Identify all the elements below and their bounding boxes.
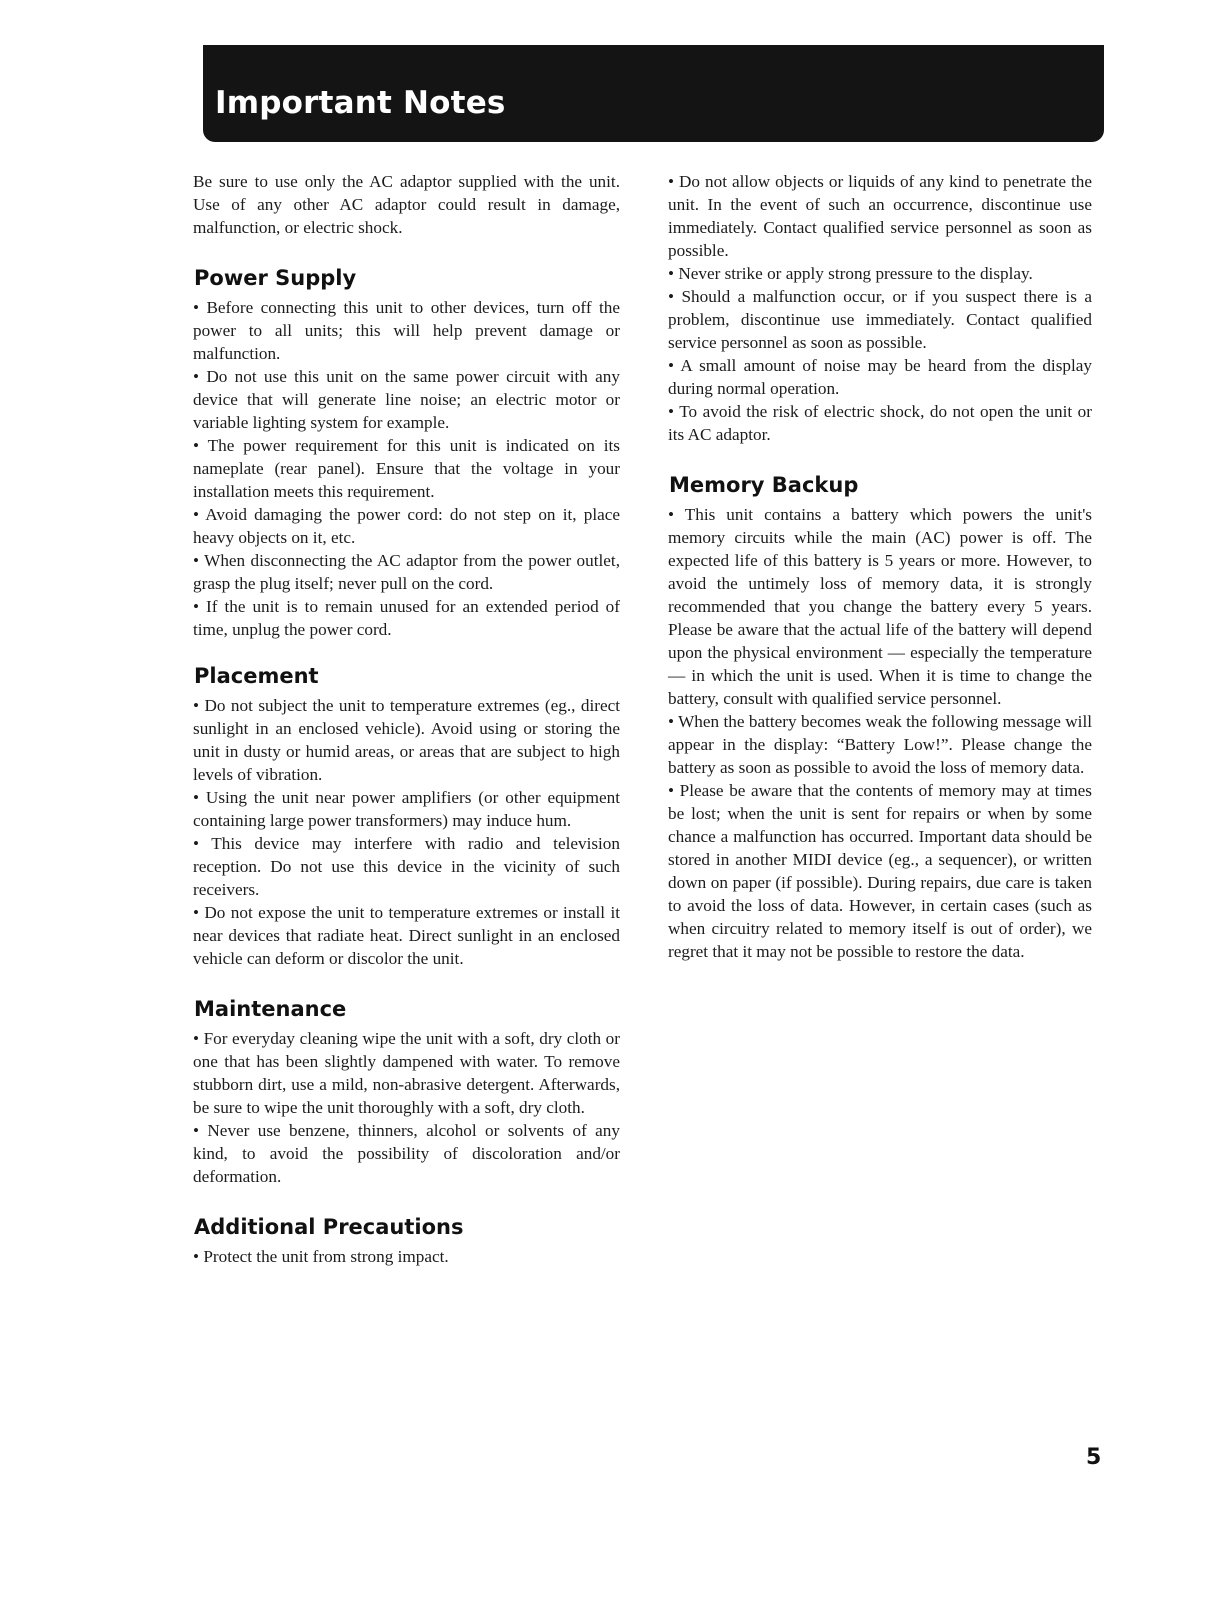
- power-supply-item: • Avoid damaging the power cord: do not step on it, place heavy objects on it, etc.: [193, 505, 620, 547]
- maintenance-item: • For everyday cleaning wipe the unit with a soft, dry cloth or one that has been slightly dampened with water. To remove stubborn dirt, use a mild, non-abrasive detergent. Afterwards, be sure to wipe the unit thoroughly with a soft, dry cloth.: [193, 1029, 620, 1117]
- page-number: 5: [1086, 1445, 1102, 1470]
- power-supply-item: • When disconnecting the AC adaptor from the power outlet, grasp the plug itself; never pull on the cord.: [193, 551, 620, 593]
- placement-item: • Do not expose the unit to temperature extremes or install it near devices that radiate heat. Direct sunlight in an enclosed vehicle can deform or discolor the unit.: [193, 903, 620, 968]
- additional-precautions-heading: Additional Precautions: [194, 1215, 464, 1239]
- maintenance-heading: Maintenance: [194, 997, 347, 1021]
- additional-precautions-item: • Should a malfunction occur, or if you suspect there is a problem, discontinue use immediately. Contact qualified service personnel as soon as possible.: [668, 287, 1092, 352]
- maintenance-item: • Never use benzene, thinners, alcohol or solvents of any kind, to avoid the possibility of discoloration and/or deformation.: [193, 1121, 620, 1186]
- power-supply-heading: Power Supply: [194, 266, 357, 290]
- placement-item: • Using the unit near power amplifiers (or other equipment containing large power transformers) may induce hum.: [193, 788, 620, 830]
- power-supply-item: • Before connecting this unit to other devices, turn off the power to all units; this will help prevent damage or malfunction.: [193, 298, 620, 363]
- memory-backup-item: • This unit contains a battery which powers the unit's memory circuits while the main (AC) power is off. The expected life of this battery is 5 years or more. However, to avoid the untimely loss of memory data, it is strongly recommended that you change the battery every 5 years. Please be aware that the actual life of the battery will depend upon the physical environment — especially the temperature — in which the unit is used. When it is time to change the battery, consult with qualified service personnel.: [668, 505, 1092, 708]
- additional-precautions-item: • Protect the unit from strong impact.: [193, 1247, 449, 1266]
- page-title: Important Notes: [215, 85, 506, 121]
- additional-precautions-item: • To avoid the risk of electric shock, do not open the unit or its AC adaptor.: [668, 402, 1092, 444]
- placement-item: • Do not subject the unit to temperature extremes (eg., direct sunlight in an enclosed vehicle). Avoid using or storing the unit in dusty or humid areas, or areas that are subject to high levels of vibration.: [193, 696, 620, 784]
- power-supply-item: • If the unit is to remain unused for an extended period of time, unplug the power cord.: [193, 597, 620, 639]
- additional-precautions-item: • Do not allow objects or liquids of any kind to penetrate the unit. In the event of such an occurrence, discontinue use immediately. Contact qualified service personnel as soon as possible.: [668, 172, 1092, 260]
- left-column: [193, 170, 620, 1268]
- header-banner: [203, 45, 1104, 142]
- placement-heading: Placement: [194, 664, 319, 688]
- additional-precautions-item: • A small amount of noise may be heard from the display during normal operation.: [668, 356, 1092, 398]
- memory-backup-heading: Memory Backup: [669, 473, 859, 497]
- memory-backup-item: • Please be aware that the contents of memory may at times be lost; when the unit is sent for repairs or when by some chance a malfunction has occurred. Important data should be stored in another MIDI device (eg., a sequencer), or written down on paper (if possible). During repairs, due care is taken to avoid the loss of data. However, in certain cases (such as when circuitry related to memory itself is out of order), we regret that it may not be possible to restore the data.: [668, 781, 1092, 961]
- memory-backup-item: • When the battery becomes weak the following message will appear in the display: “Battery Low!”. Please change the battery as soon as possible to avoid the loss of memory data.: [668, 712, 1092, 777]
- power-supply-item: • Do not use this unit on the same power circuit with any device that will generate line noise; an electric motor or variable lighting system for example.: [193, 367, 620, 432]
- right-column: [668, 170, 1092, 963]
- placement-item: • This device may interfere with radio and television reception. Do not use this device in the vicinity of such receivers.: [193, 834, 620, 899]
- additional-precautions-item: • Never strike or apply strong pressure to the display.: [668, 264, 1033, 283]
- intro-paragraph: Be sure to use only the AC adaptor supplied with the unit. Use of any other AC adaptor could result in damage, malfunction, or electric shock.: [193, 172, 620, 237]
- power-supply-item: • The power requirement for this unit is indicated on its nameplate (rear panel). Ensure that the voltage in your installation meets this requirement.: [193, 436, 620, 501]
